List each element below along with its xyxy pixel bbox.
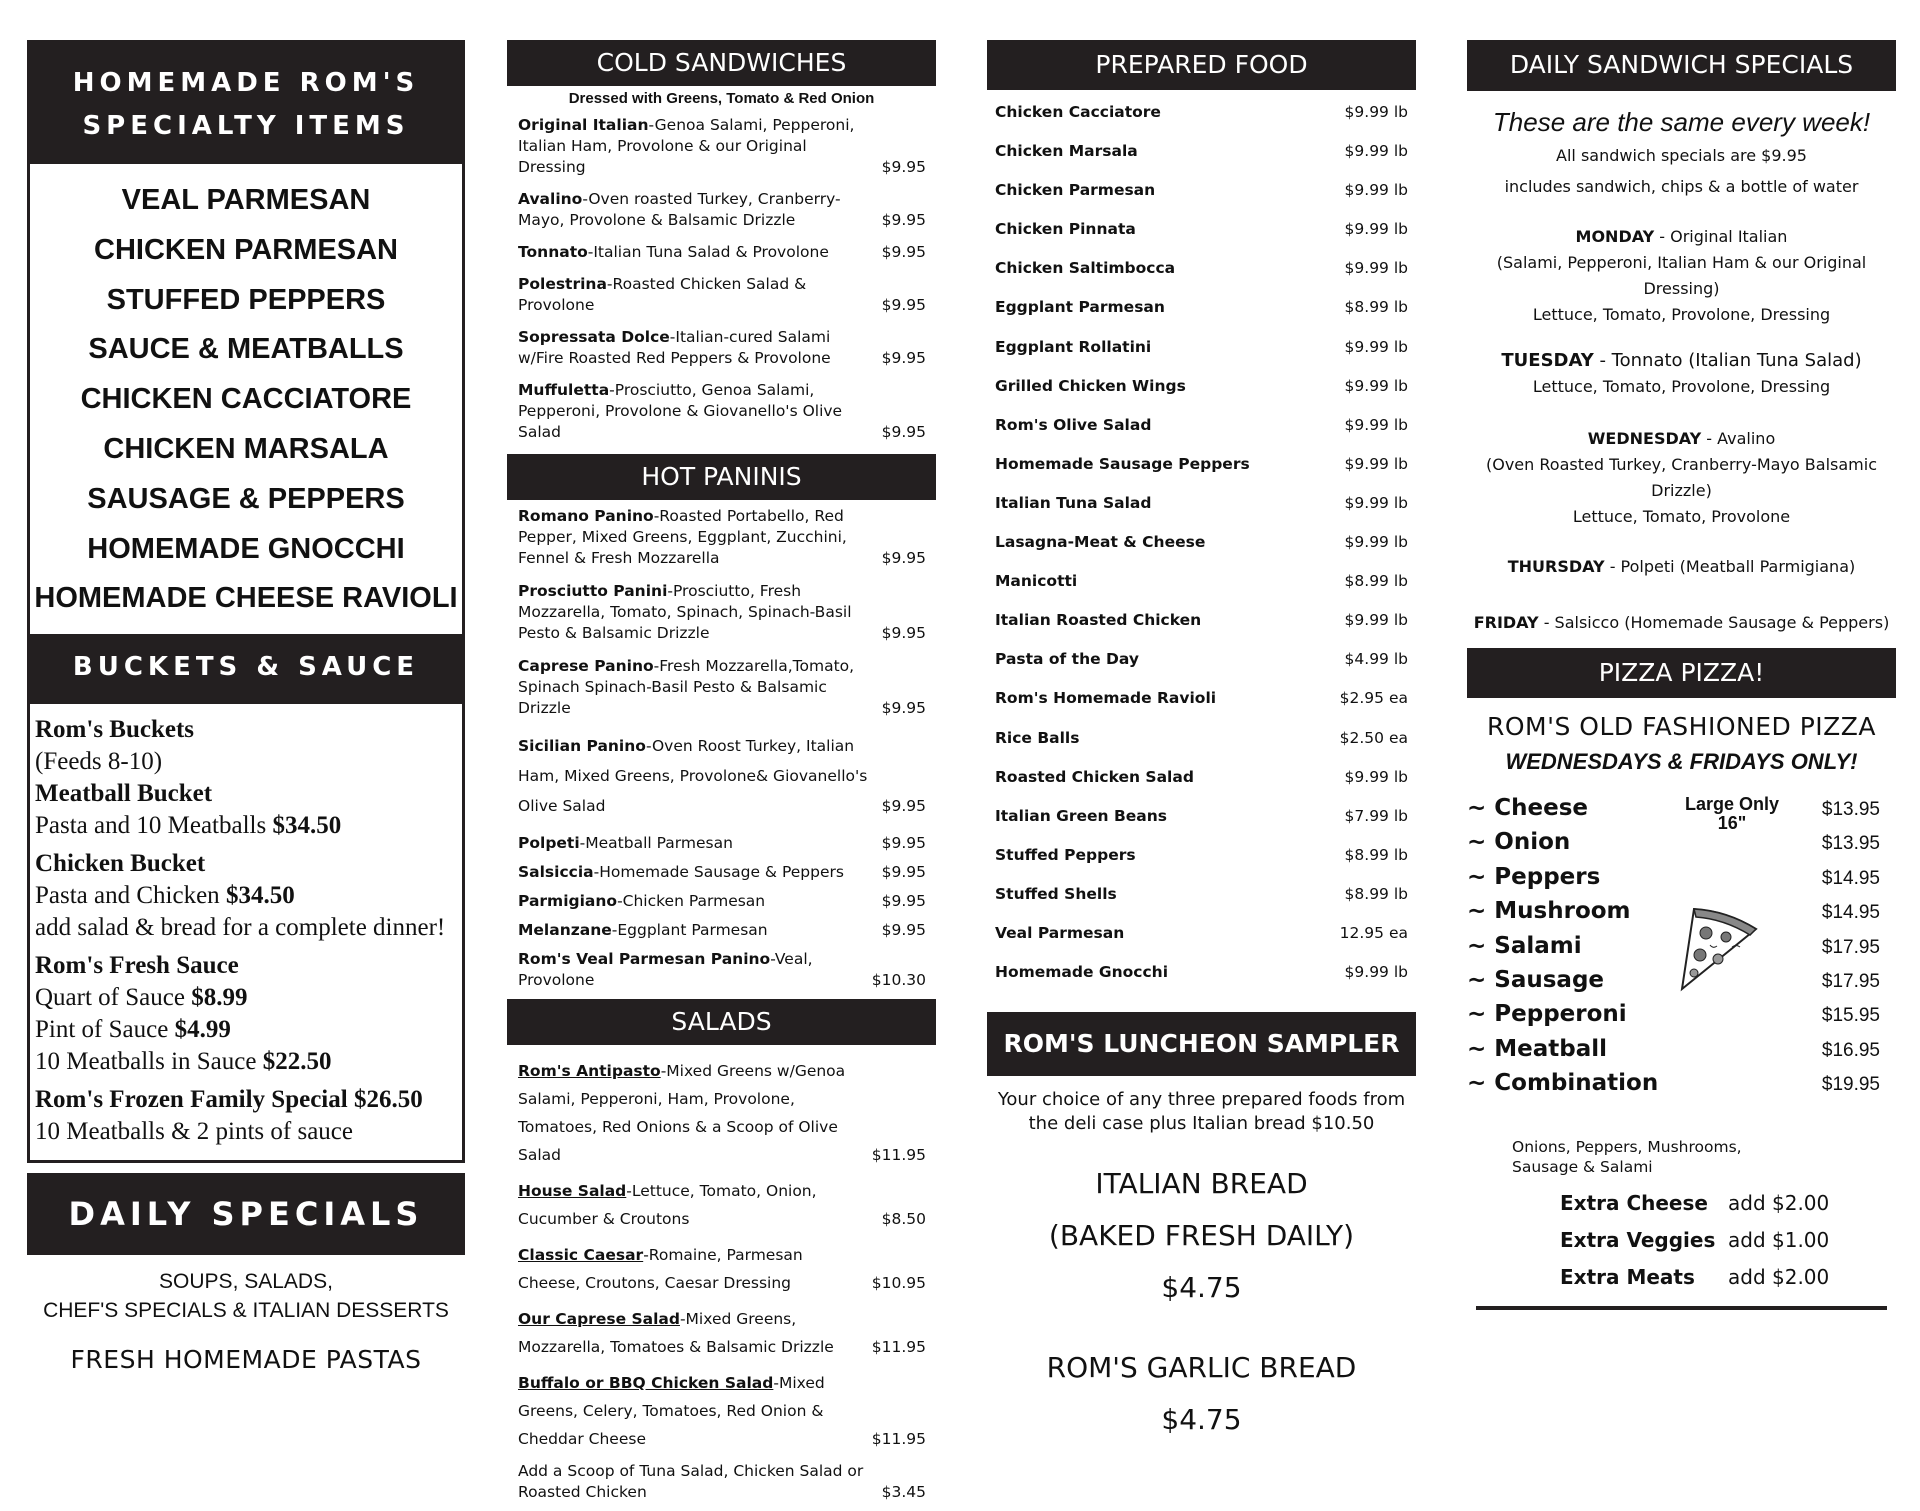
prepared-food-price: $9.99 lb bbox=[1344, 220, 1408, 239]
extra-price: add $1.00 bbox=[1728, 1228, 1830, 1252]
prepared-food-name: Stuffed Shells bbox=[995, 884, 1117, 903]
salad-row bbox=[507, 1461, 936, 1503]
chicken-bucket-desc: Pasta and Chicken bbox=[35, 882, 220, 910]
specialty-item: SAUCE & MEATBALLS bbox=[88, 333, 404, 366]
prepared-food-name: Roasted Chicken Salad bbox=[995, 767, 1194, 786]
daily-line1: SOUPS, SALADS, bbox=[159, 1270, 333, 1294]
meatball-bucket-heading: Meatball Bucket bbox=[35, 780, 213, 808]
cold-sandwiches-list bbox=[507, 115, 936, 443]
pizza-row bbox=[1467, 967, 1896, 1001]
cold-sandwiches-header: COLD SANDWICHES bbox=[507, 40, 936, 86]
pizza-price: $14.95 bbox=[1821, 867, 1880, 889]
specialty-item: STUFFED PEPPERS bbox=[106, 283, 386, 316]
item-price: $9.95 bbox=[881, 549, 926, 567]
salad-row bbox=[507, 1177, 936, 1233]
pizza-name: ~ Meatball bbox=[1467, 1035, 1608, 1062]
item-name: Melanzane bbox=[518, 921, 612, 939]
pizza-row bbox=[1467, 829, 1896, 863]
combination-toppings bbox=[1512, 1137, 1896, 1177]
garlic-bread-price: $4.75 bbox=[1161, 1403, 1242, 1437]
pizza-price: $17.95 bbox=[1821, 936, 1880, 958]
item-desc: Add a Scoop of Tuna Salad, Chicken Salad or Roasted Chicken bbox=[518, 1462, 864, 1501]
meatball-bucket-desc: Pasta and 10 Meatballs bbox=[35, 812, 267, 840]
prepared-food-name: Italian Tuna Salad bbox=[995, 493, 1152, 512]
prepared-food-row bbox=[987, 562, 1416, 601]
hot-paninis-list bbox=[507, 500, 936, 991]
item-price: $11.95 bbox=[871, 1430, 926, 1448]
item-name: Parmigiano bbox=[518, 892, 618, 910]
prepared-food-name: Veal Parmesan bbox=[995, 923, 1125, 942]
item-desc: -Meatball Parmesan bbox=[579, 834, 733, 852]
specialty-header bbox=[27, 40, 465, 164]
specialty-column bbox=[27, 40, 465, 1374]
meatball-bucket-line bbox=[35, 810, 462, 842]
item-name: Sopressata Dolce bbox=[518, 328, 670, 346]
specialty-item: VEAL PARMESAN bbox=[121, 184, 371, 216]
prepared-food-price: $9.99 lb bbox=[1344, 963, 1408, 982]
prepared-food-row bbox=[987, 328, 1416, 367]
item-desc: -Mixed Greens w/Genoa Salami, Pepperoni, Ham, Provolone, Tomatoes, Red Onions & a Scoop of Olive Salad bbox=[518, 1062, 846, 1164]
pizza-row bbox=[1467, 795, 1896, 829]
item-price: $9.95 bbox=[881, 624, 926, 642]
sampler-line2: the deli case plus Italian bread $10.50 bbox=[1028, 1113, 1375, 1135]
pizza-row bbox=[1467, 1036, 1896, 1070]
prepared-food-row bbox=[987, 445, 1416, 484]
pizza-price: $13.95 bbox=[1821, 833, 1880, 855]
sandwich-specials-sub1: All sandwich specials are $9.95 bbox=[1556, 146, 1807, 165]
item-price: $9.95 bbox=[881, 797, 926, 815]
prepared-food-price: $9.99 lb bbox=[1344, 533, 1408, 552]
salad-row bbox=[507, 1057, 936, 1169]
prepared-food-price: $8.99 lb bbox=[1344, 884, 1408, 903]
pizza-row bbox=[1467, 1001, 1896, 1035]
daily-specials-text bbox=[27, 1267, 465, 1374]
italian-bread-price: $4.75 bbox=[1161, 1271, 1242, 1305]
item-name: Classic Caesar bbox=[518, 1246, 644, 1264]
salad-row bbox=[507, 1305, 936, 1361]
item-name: Muffuletta bbox=[518, 381, 610, 399]
chicken-bucket-line bbox=[35, 880, 462, 912]
item-price: $9.95 bbox=[881, 863, 926, 881]
prepared-food-row bbox=[987, 523, 1416, 562]
roms-buckets-heading: Rom's Buckets bbox=[35, 716, 195, 744]
large-only-line1: Large Only bbox=[1684, 794, 1780, 814]
prepared-food-name: Manicotti bbox=[995, 572, 1078, 591]
monday-label: MONDAY bbox=[1575, 227, 1655, 246]
pizza-name: ~ Pepperoni bbox=[1467, 1001, 1627, 1028]
prepared-food-price: $9.99 lb bbox=[1344, 142, 1408, 161]
pint-desc: Pint of Sauce bbox=[35, 1016, 169, 1044]
italian-bread: ITALIAN BREAD bbox=[1095, 1167, 1308, 1201]
specialty-item: CHICKEN MARSALA bbox=[103, 432, 389, 465]
prepared-food-row bbox=[987, 484, 1416, 523]
item-price: $9.95 bbox=[881, 349, 926, 367]
panini-row bbox=[507, 731, 936, 821]
sandwich-column bbox=[507, 40, 936, 1511]
cold-sandwiches-note: Dressed with Greens, Tomato & Red Onion bbox=[568, 90, 875, 107]
item-name: Polpeti bbox=[518, 834, 580, 852]
prepared-food-price: $2.50 ea bbox=[1339, 728, 1408, 747]
item-desc: -Genoa Salami, Pepperoni, Italian Ham, Provolone & our Original Dressing bbox=[518, 116, 855, 176]
prepared-food-name: Italian Green Beans bbox=[995, 806, 1168, 825]
specialty-title-line1: HOMEMADE ROM'S bbox=[72, 68, 420, 98]
extra-name: Extra Cheese bbox=[1560, 1191, 1708, 1215]
item-name: Buffalo or BBQ Chicken Salad bbox=[518, 1374, 774, 1392]
bread-section bbox=[987, 1158, 1416, 1446]
pizza-price: $19.95 bbox=[1821, 1074, 1880, 1096]
prepared-food-price: $9.99 lb bbox=[1344, 493, 1408, 512]
specialty-item: SAUSAGE & PEPPERS bbox=[87, 482, 405, 515]
item-price: $9.95 bbox=[881, 423, 926, 441]
garlic-bread: ROM'S GARLIC BREAD bbox=[1046, 1351, 1357, 1385]
prepared-food-row bbox=[987, 953, 1416, 992]
quart-desc: Quart of Sauce bbox=[35, 984, 185, 1012]
specialty-item: CHICKEN CACCIATORE bbox=[80, 383, 412, 416]
prepared-food-price: $8.99 lb bbox=[1344, 298, 1408, 317]
daily-specials-header: DAILY SPECIALS bbox=[27, 1173, 465, 1255]
item-name: Sicilian Panino bbox=[518, 737, 646, 755]
panini-row bbox=[507, 833, 936, 854]
pizza-subtitle: ROM'S OLD FASHIONED PIZZA bbox=[1486, 712, 1876, 741]
item-price: $10.30 bbox=[871, 971, 926, 989]
prepared-food-row bbox=[987, 406, 1416, 445]
prepared-food-price: $2.95 ea bbox=[1339, 689, 1408, 708]
thursday-desc: - Polpeti (Meatball Parmigiana) bbox=[1604, 557, 1856, 576]
prepared-food-row bbox=[987, 288, 1416, 327]
extra-name: Extra Veggies bbox=[1560, 1228, 1716, 1252]
prepared-food-name: Eggplant Parmesan bbox=[995, 298, 1165, 317]
cold-sandwich-row bbox=[507, 327, 936, 369]
prepared-food-name: Eggplant Rollatini bbox=[995, 337, 1152, 356]
item-desc: -Roasted Chicken Salad & Provolone bbox=[518, 275, 807, 314]
prepared-food-row bbox=[987, 171, 1416, 210]
pizza-list bbox=[1467, 795, 1896, 1135]
monday-line2: (Salami, Pepperoni, Italian Ham & our Original Dressing) bbox=[1496, 253, 1867, 298]
item-desc: -Fresh Mozzarella,Tomato, Spinach Spinach-Basil Pesto & Balsamic Drizzle bbox=[518, 657, 855, 717]
panini-row bbox=[507, 891, 936, 912]
salads-list bbox=[507, 1045, 936, 1503]
prepared-food-price: $8.99 lb bbox=[1344, 572, 1408, 591]
item-desc: -Oven roasted Turkey, Cranberry- Mayo, Provolone & Balsamic Drizzle bbox=[518, 190, 841, 229]
pizza-row bbox=[1467, 933, 1896, 967]
prepared-food-price: $4.99 lb bbox=[1344, 650, 1408, 669]
cold-sandwich-row bbox=[507, 189, 936, 231]
item-name: Tonnato bbox=[518, 243, 588, 261]
cold-sandwich-row bbox=[507, 115, 936, 178]
pizza-name: ~ Mushroom bbox=[1467, 898, 1631, 925]
prepared-food-name: Lasagna-Meat & Cheese bbox=[995, 533, 1206, 552]
item-name: Romano Panino bbox=[518, 507, 654, 525]
item-desc: -Italian Tuna Salad & Provolone bbox=[587, 243, 829, 261]
luncheon-sampler-text bbox=[987, 1088, 1416, 1136]
prepared-food-row bbox=[987, 875, 1416, 914]
pizza-extra-row bbox=[1560, 1259, 1896, 1296]
pizza-name: ~ Sausage bbox=[1467, 967, 1605, 993]
prepared-food-name: Chicken Parmesan bbox=[995, 181, 1156, 200]
meatballs-sauce-desc: 10 Meatballs in Sauce bbox=[35, 1048, 257, 1076]
prepared-food-name: Chicken Saltimbocca bbox=[995, 259, 1176, 278]
item-name: Original Italian bbox=[518, 116, 649, 134]
pizza-price: $17.95 bbox=[1821, 971, 1880, 992]
add-salad-note: add salad & bread for a complete dinner! bbox=[35, 914, 446, 942]
pizza-name: ~ Salami bbox=[1467, 932, 1582, 959]
panini-row bbox=[507, 920, 936, 941]
pint-line bbox=[35, 1014, 462, 1046]
prepared-food-list bbox=[987, 90, 1416, 992]
tuesday-desc: - Tonnato (Italian Tuna Salad) bbox=[1593, 350, 1862, 371]
daily-sandwich-specials-header: DAILY SANDWICH SPECIALS bbox=[1467, 40, 1896, 91]
toppings-line1: Onions, Peppers, Mushrooms, bbox=[1512, 1138, 1742, 1156]
daily-line2: CHEF'S SPECIALS & ITALIAN DESSERTS bbox=[43, 1299, 449, 1323]
item-desc: -Roasted Portabello, Red Pepper, Mixed Greens, Eggplant, Zucchini, Fennel & Fresh Mozzarella bbox=[518, 507, 847, 567]
pizza-extras bbox=[1467, 1185, 1896, 1296]
item-desc: -Prosciutto, Fresh Mozzarella, Tomato, Spinach, Spinach-Basil Pesto & Balsamic Drizzle bbox=[518, 582, 852, 642]
pizza-extra-row bbox=[1560, 1222, 1896, 1259]
tuesday-special bbox=[1467, 348, 1896, 400]
prepared-food-name: Chicken Marsala bbox=[995, 142, 1138, 161]
monday-special bbox=[1467, 224, 1896, 328]
item-desc: -Veal, Provolone bbox=[518, 950, 813, 989]
item-price: $3.45 bbox=[881, 1483, 926, 1501]
cold-sandwich-row bbox=[507, 242, 936, 263]
pint-price: $4.99 bbox=[174, 1016, 231, 1044]
prepared-food-row bbox=[987, 758, 1416, 797]
monday-line3: Lettuce, Tomato, Provolone, Dressing bbox=[1532, 305, 1831, 324]
daily-pastas: FRESH HOMEMADE PASTAS bbox=[70, 1345, 422, 1375]
item-price: $9.95 bbox=[881, 834, 926, 852]
pizza-row bbox=[1467, 898, 1896, 932]
salads-header: SALADS bbox=[507, 999, 936, 1045]
item-desc: -Prosciutto, Genoa Salami, Pepperoni, Provolone & Giovanello's Olive Salad bbox=[518, 381, 843, 441]
prepared-food-row bbox=[987, 93, 1416, 132]
item-desc: -Italian-cured Salami w/Fire Roasted Red Peppers & Provolone bbox=[518, 328, 831, 367]
luncheon-sampler-header: ROM'S LUNCHEON SAMPLER bbox=[987, 1012, 1416, 1076]
sandwich-specials-tagline: These are the same every week! bbox=[1492, 107, 1871, 137]
item-price: $9.95 bbox=[881, 158, 926, 176]
panini-row bbox=[507, 581, 936, 644]
item-desc: -Lettuce, Tomato, Onion, Cucumber & Croutons bbox=[518, 1182, 817, 1228]
prepared-food-price: $9.99 lb bbox=[1344, 259, 1408, 278]
pizza-days: WEDNESDAYS & FRIDAYS ONLY! bbox=[1505, 749, 1858, 774]
item-name: Salsiccia bbox=[518, 863, 594, 881]
pizza-row bbox=[1467, 1070, 1896, 1104]
item-price: $9.95 bbox=[881, 921, 926, 939]
wednesday-desc: - Avalino bbox=[1701, 429, 1776, 448]
wednesday-special bbox=[1467, 426, 1896, 530]
specialty-item: CHICKEN PARMESAN bbox=[94, 233, 398, 266]
extra-price: add $2.00 bbox=[1728, 1265, 1830, 1289]
pizza-name: ~ Onion bbox=[1467, 829, 1571, 856]
item-name: House Salad bbox=[518, 1182, 627, 1200]
sampler-line1: Your choice of any three prepared foods from bbox=[997, 1089, 1406, 1111]
prepared-food-price: $7.99 lb bbox=[1344, 806, 1408, 825]
specials-pizza-column bbox=[1467, 40, 1896, 1310]
fresh-sauce-heading: Rom's Fresh Sauce bbox=[35, 952, 239, 980]
item-price: $9.95 bbox=[881, 243, 926, 261]
item-name: Rom's Antipasto bbox=[518, 1062, 661, 1080]
buckets-list bbox=[30, 704, 462, 1160]
prepared-food-name: Rom's Homemade Ravioli bbox=[995, 689, 1217, 708]
prepared-food-name: Chicken Cacciatore bbox=[995, 103, 1161, 121]
meatball-bucket-price: $34.50 bbox=[272, 812, 342, 840]
wednesday-line2: (Oven Roasted Turkey, Cranberry-Mayo Balsamic Drizzle) bbox=[1486, 455, 1877, 500]
cold-sandwich-row bbox=[507, 274, 936, 316]
panini-row bbox=[507, 862, 936, 883]
prepared-food-name: Italian Roasted Chicken bbox=[995, 611, 1202, 630]
pizza-price: $16.95 bbox=[1821, 1039, 1880, 1061]
item-desc: -Eggplant Parmesan bbox=[611, 921, 768, 939]
pizza-name: ~ Cheese bbox=[1467, 795, 1589, 821]
large-only-line2: 16" bbox=[1717, 813, 1747, 833]
prepared-food-name: Rom's Olive Salad bbox=[995, 415, 1152, 434]
prepared-food-row bbox=[987, 797, 1416, 836]
extra-price: add $2.00 bbox=[1728, 1191, 1830, 1215]
prepared-food-price: $9.99 lb bbox=[1344, 103, 1408, 121]
friday-desc: - Salsicco (Homemade Sausage & Peppers) bbox=[1538, 613, 1890, 632]
quart-price: $8.99 bbox=[191, 984, 248, 1012]
prepared-food-price: $9.99 lb bbox=[1344, 454, 1408, 473]
specialty-item: HOMEMADE CHEESE RAVIOLI bbox=[34, 582, 458, 615]
prepared-food-row bbox=[987, 640, 1416, 679]
wednesday-line3: Lettuce, Tomato, Provolone bbox=[1572, 507, 1791, 526]
panini-row bbox=[507, 949, 936, 991]
prepared-food-price: $9.99 lb bbox=[1344, 611, 1408, 630]
item-desc: -Homemade Sausage & Peppers bbox=[593, 863, 844, 881]
item-price: $8.50 bbox=[881, 1210, 926, 1228]
prepared-food-row bbox=[987, 601, 1416, 640]
prepared-food-row bbox=[987, 249, 1416, 288]
item-price: $9.95 bbox=[881, 892, 926, 910]
panini-row bbox=[507, 656, 936, 719]
pizza-bottom-rule bbox=[1476, 1306, 1887, 1310]
frozen-special-heading: Rom's Frozen Family Special $26.50 bbox=[35, 1086, 423, 1114]
thursday-special bbox=[1467, 554, 1896, 580]
item-name: Polestrina bbox=[518, 275, 607, 293]
pizza-name: ~ Peppers bbox=[1467, 863, 1601, 890]
prepared-food-price: $9.99 lb bbox=[1344, 181, 1408, 200]
buckets-header: BUCKETS & SAUCE bbox=[30, 634, 462, 704]
item-name: Avalino bbox=[518, 190, 583, 208]
panini-row bbox=[507, 506, 936, 569]
prepared-food-row bbox=[987, 914, 1416, 953]
extra-name: Extra Meats bbox=[1560, 1265, 1695, 1289]
prepared-food-name: Chicken Pinnata bbox=[995, 220, 1136, 239]
item-desc: -Mixed Greens, Mozzarella, Tomatoes & Balsamic Drizzle bbox=[518, 1310, 834, 1356]
prepared-food-row bbox=[987, 719, 1416, 758]
prepared-food-price: $9.99 lb bbox=[1344, 337, 1408, 356]
prepared-food-name: Homemade Sausage Peppers bbox=[995, 454, 1250, 473]
monday-desc: - Original Italian bbox=[1654, 227, 1788, 246]
item-price: $9.95 bbox=[881, 699, 926, 717]
prepared-food-row bbox=[987, 679, 1416, 718]
buckets-feeds: (Feeds 8-10) bbox=[35, 748, 163, 776]
wednesday-label: WEDNESDAY bbox=[1587, 429, 1702, 448]
pizza-price: $13.95 bbox=[1821, 799, 1880, 820]
specialty-list bbox=[30, 164, 462, 634]
item-name: Prosciutto Panini bbox=[518, 582, 668, 600]
pizza-header: PIZZA PIZZA! bbox=[1467, 648, 1896, 698]
sandwich-specials-sub2: includes sandwich, chips & a bottle of water bbox=[1504, 177, 1859, 196]
item-price: $11.95 bbox=[871, 1146, 926, 1164]
prepared-food-price: $8.99 lb bbox=[1344, 845, 1408, 864]
prepared-food-name: Homemade Gnocchi bbox=[995, 963, 1169, 982]
chicken-bucket-heading: Chicken Bucket bbox=[35, 850, 206, 878]
salad-row bbox=[507, 1369, 936, 1453]
prepared-food-row bbox=[987, 132, 1416, 171]
prepared-food-row bbox=[987, 210, 1416, 249]
prepared-food-name: Rice Balls bbox=[995, 728, 1080, 747]
friday-label: FRIDAY bbox=[1473, 613, 1539, 632]
specialty-box bbox=[27, 164, 465, 1163]
item-price: $10.95 bbox=[871, 1274, 926, 1292]
salad-row bbox=[507, 1241, 936, 1297]
specialty-title-line2: SPECIALTY ITEMS bbox=[82, 111, 410, 141]
item-desc: -Mixed Greens, Celery, Tomatoes, Red Onion & Cheddar Cheese bbox=[518, 1374, 825, 1448]
prepared-food-name: Stuffed Peppers bbox=[995, 845, 1136, 864]
item-desc: -Oven Roost Turkey, Italian Ham, Mixed Greens, Provolone& Giovanello's Olive Salad bbox=[518, 737, 868, 815]
chicken-bucket-price: $34.50 bbox=[225, 882, 295, 910]
hot-paninis-header: HOT PANINIS bbox=[507, 454, 936, 500]
prepared-food-row bbox=[987, 367, 1416, 406]
pizza-row bbox=[1467, 864, 1896, 898]
item-name: Rom's Veal Parmesan Panino bbox=[518, 950, 771, 968]
prepared-food-price: $9.99 lb bbox=[1344, 767, 1408, 786]
prepared-food-name: Grilled Chicken Wings bbox=[995, 376, 1186, 395]
prepared-food-row bbox=[987, 836, 1416, 875]
cold-sandwich-row bbox=[507, 380, 936, 443]
friday-special bbox=[1467, 610, 1896, 636]
tuesday-label: TUESDAY bbox=[1501, 350, 1594, 371]
prepared-food-name: Pasta of the Day bbox=[995, 650, 1139, 669]
pizza-name: ~ Combination bbox=[1467, 1070, 1659, 1097]
meatballs-sauce-price: $22.50 bbox=[262, 1048, 332, 1076]
frozen-special-desc: 10 Meatballs & 2 pints of sauce bbox=[35, 1118, 353, 1146]
pizza-price: $14.95 bbox=[1821, 902, 1880, 924]
item-name: Caprese Panino bbox=[518, 657, 654, 675]
toppings-line2: Sausage & Salami bbox=[1512, 1158, 1653, 1176]
thursday-label: THURSDAY bbox=[1507, 557, 1605, 576]
tuesday-line2: Lettuce, Tomato, Provolone, Dressing bbox=[1532, 377, 1831, 396]
prepared-food-price: $9.99 lb bbox=[1344, 376, 1408, 395]
prepared-column bbox=[987, 40, 1416, 1446]
prepared-food-price: 12.95 ea bbox=[1339, 923, 1408, 942]
prepared-food-price: $9.99 lb bbox=[1344, 415, 1408, 434]
meatballs-sauce-line bbox=[35, 1046, 462, 1078]
quart-line bbox=[35, 982, 462, 1014]
item-price: $9.95 bbox=[881, 211, 926, 229]
item-desc: -Chicken Parmesan bbox=[617, 892, 766, 910]
prepared-food-header: PREPARED FOOD bbox=[987, 40, 1416, 90]
specialty-item: HOMEMADE GNOCCHI bbox=[87, 532, 405, 565]
italian-bread-note: (BAKED FRESH DAILY) bbox=[1048, 1219, 1355, 1253]
pizza-extra-row bbox=[1560, 1185, 1896, 1222]
pizza-price: $15.95 bbox=[1821, 1005, 1880, 1027]
item-name: Our Caprese Salad bbox=[518, 1310, 680, 1328]
item-desc: -Romaine, Parmesan Cheese, Croutons, Caesar Dressing bbox=[518, 1246, 803, 1292]
item-price: $11.95 bbox=[871, 1338, 926, 1356]
item-price: $9.95 bbox=[881, 296, 926, 314]
